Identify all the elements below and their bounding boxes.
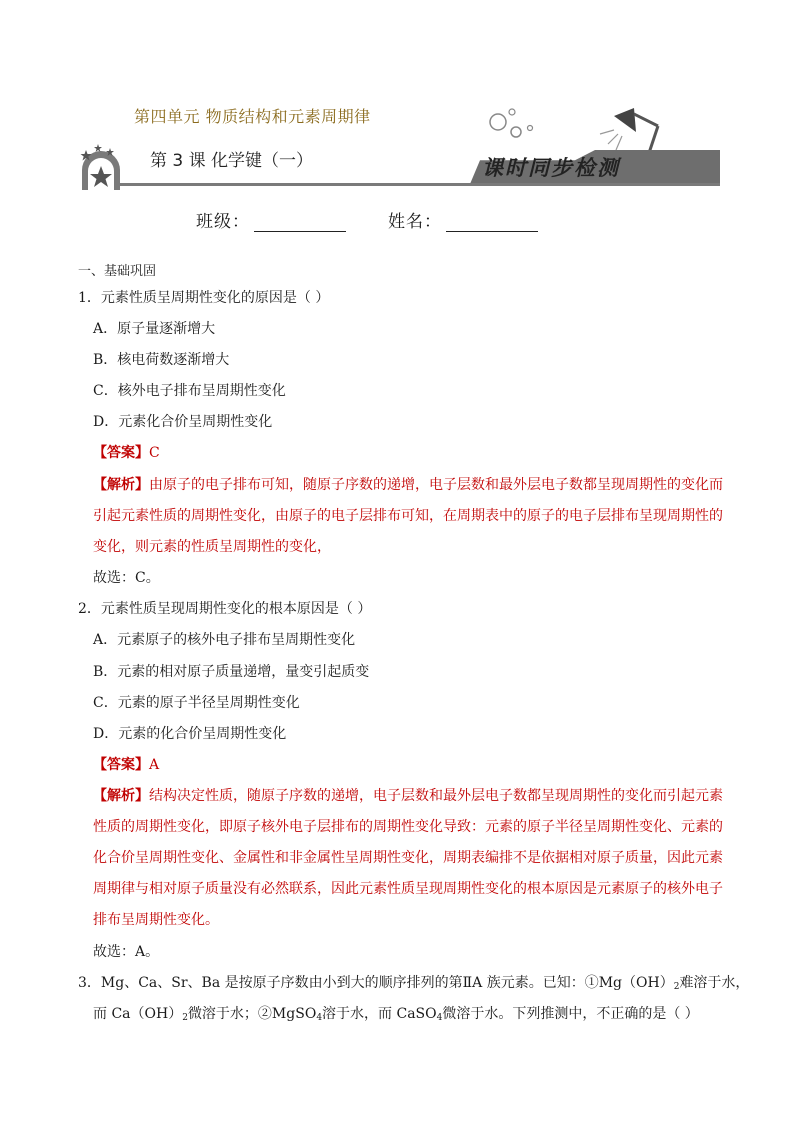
q2-option-b: B．元素的相对原子质量递增，量变引起质变 (93, 664, 370, 680)
lesson-title: 第 3 课 化学键（一） (150, 151, 314, 171)
q2-option-a: A．元素原子的核外电子排布呈周期性变化 (93, 632, 356, 648)
q3-stem-line-2: 而 $Ca(OH)_2$微溶于水；②MgSO$_4$溶于水，而 CaSO$_4$微溶于水。下列推测中，不正确的是（ ） (93, 1006, 699, 1023)
name-field (388, 207, 538, 232)
q1-option-c: C．核外电子排布呈周期性变化 (93, 383, 286, 399)
unit-title: 第四单元 物质结构和元素周期律 (134, 107, 371, 126)
q1-option-b: B．核电荷数逐渐增大 (93, 352, 230, 368)
q1-choice: 故选：C。 (93, 570, 160, 586)
class-label: 班级： (196, 212, 250, 232)
q2-answer-value: A (149, 757, 160, 773)
name-label: 姓名： (388, 212, 442, 232)
q2-exp-label: 【解析】 (93, 788, 149, 804)
q3-stem-line-1: 3．Mg、Ca、Sr、Ba 是按原子序数由小到大的顺序排列的第ⅡA 族元素。已知：$①Mg(OH)_2$难溶于水， (78, 975, 750, 992)
q2-answer-label: 【答案】 (93, 757, 149, 773)
q1-answer-label: 【答案】 (93, 445, 149, 461)
q1-stem: 1．元素性质呈周期性变化的原因是（ ） (78, 290, 330, 306)
class-field (196, 207, 346, 232)
class-blank[interactable] (254, 215, 346, 232)
section-title: 一、基础巩固 (78, 264, 157, 279)
q2-choice: 故选：A。 (93, 944, 160, 960)
q1-option-a: A．原子量逐渐增大 (93, 321, 216, 337)
q1-explanation-line: 变化，则元素的性质呈周期性的变化， (93, 539, 331, 555)
q2-explanation-line: 周期律与相对原子质量没有必然联系，因此元素性质呈现周期性变化的根本原因是元素原子的核外电子 (93, 881, 723, 897)
q2-option-c: C．元素的原子半径呈周期性变化 (93, 695, 300, 711)
q2-explanation-line: 性质的周期性变化，即原子核外电子层排布的周期性变化导致：元素的原子半径呈周期性变化、元素的 (93, 819, 723, 835)
q1-exp-label: 【解析】 (93, 477, 149, 493)
q2-answer (93, 756, 159, 774)
name-blank[interactable] (446, 215, 538, 232)
q1-answer (93, 444, 160, 462)
q1-option-d: D．元素化合价呈周期性变化 (93, 414, 273, 430)
q2-option-d: D．元素的化合价呈周期性变化 (93, 726, 287, 742)
q1-answer-value: C (149, 445, 160, 461)
q2-stem: 2．元素性质呈现周期性变化的根本原因是（ ） (78, 601, 372, 617)
q2-explanation-line: 排布呈周期性变化。 (93, 912, 219, 928)
q2-explanation-line: 化合价呈周期性变化、金属性和非金属性呈周期性变化，周期表编排不是依据相对原子质量，因此元素 (93, 850, 723, 866)
q2-explanation-line: 【解析】结构决定性质，随原子序数的递增，电子层数和最外层电子数都呈现周期性的变化而引起元素 (93, 788, 723, 804)
star-badge-icon (76, 142, 126, 192)
q1-explanation-line: 引起元素性质的周期性变化，由原子的电子层排布可知，在周期表中的原子的电子层排布呈现周期性的 (93, 508, 723, 524)
header-rule (120, 183, 720, 186)
banner-title: 课时同步检测 (482, 155, 620, 180)
q1-explanation-line: 【解析】由原子的电子排布可知，随原子序数的递增，电子层数和最外层电子数都呈现周期性的变化而 (93, 477, 723, 493)
